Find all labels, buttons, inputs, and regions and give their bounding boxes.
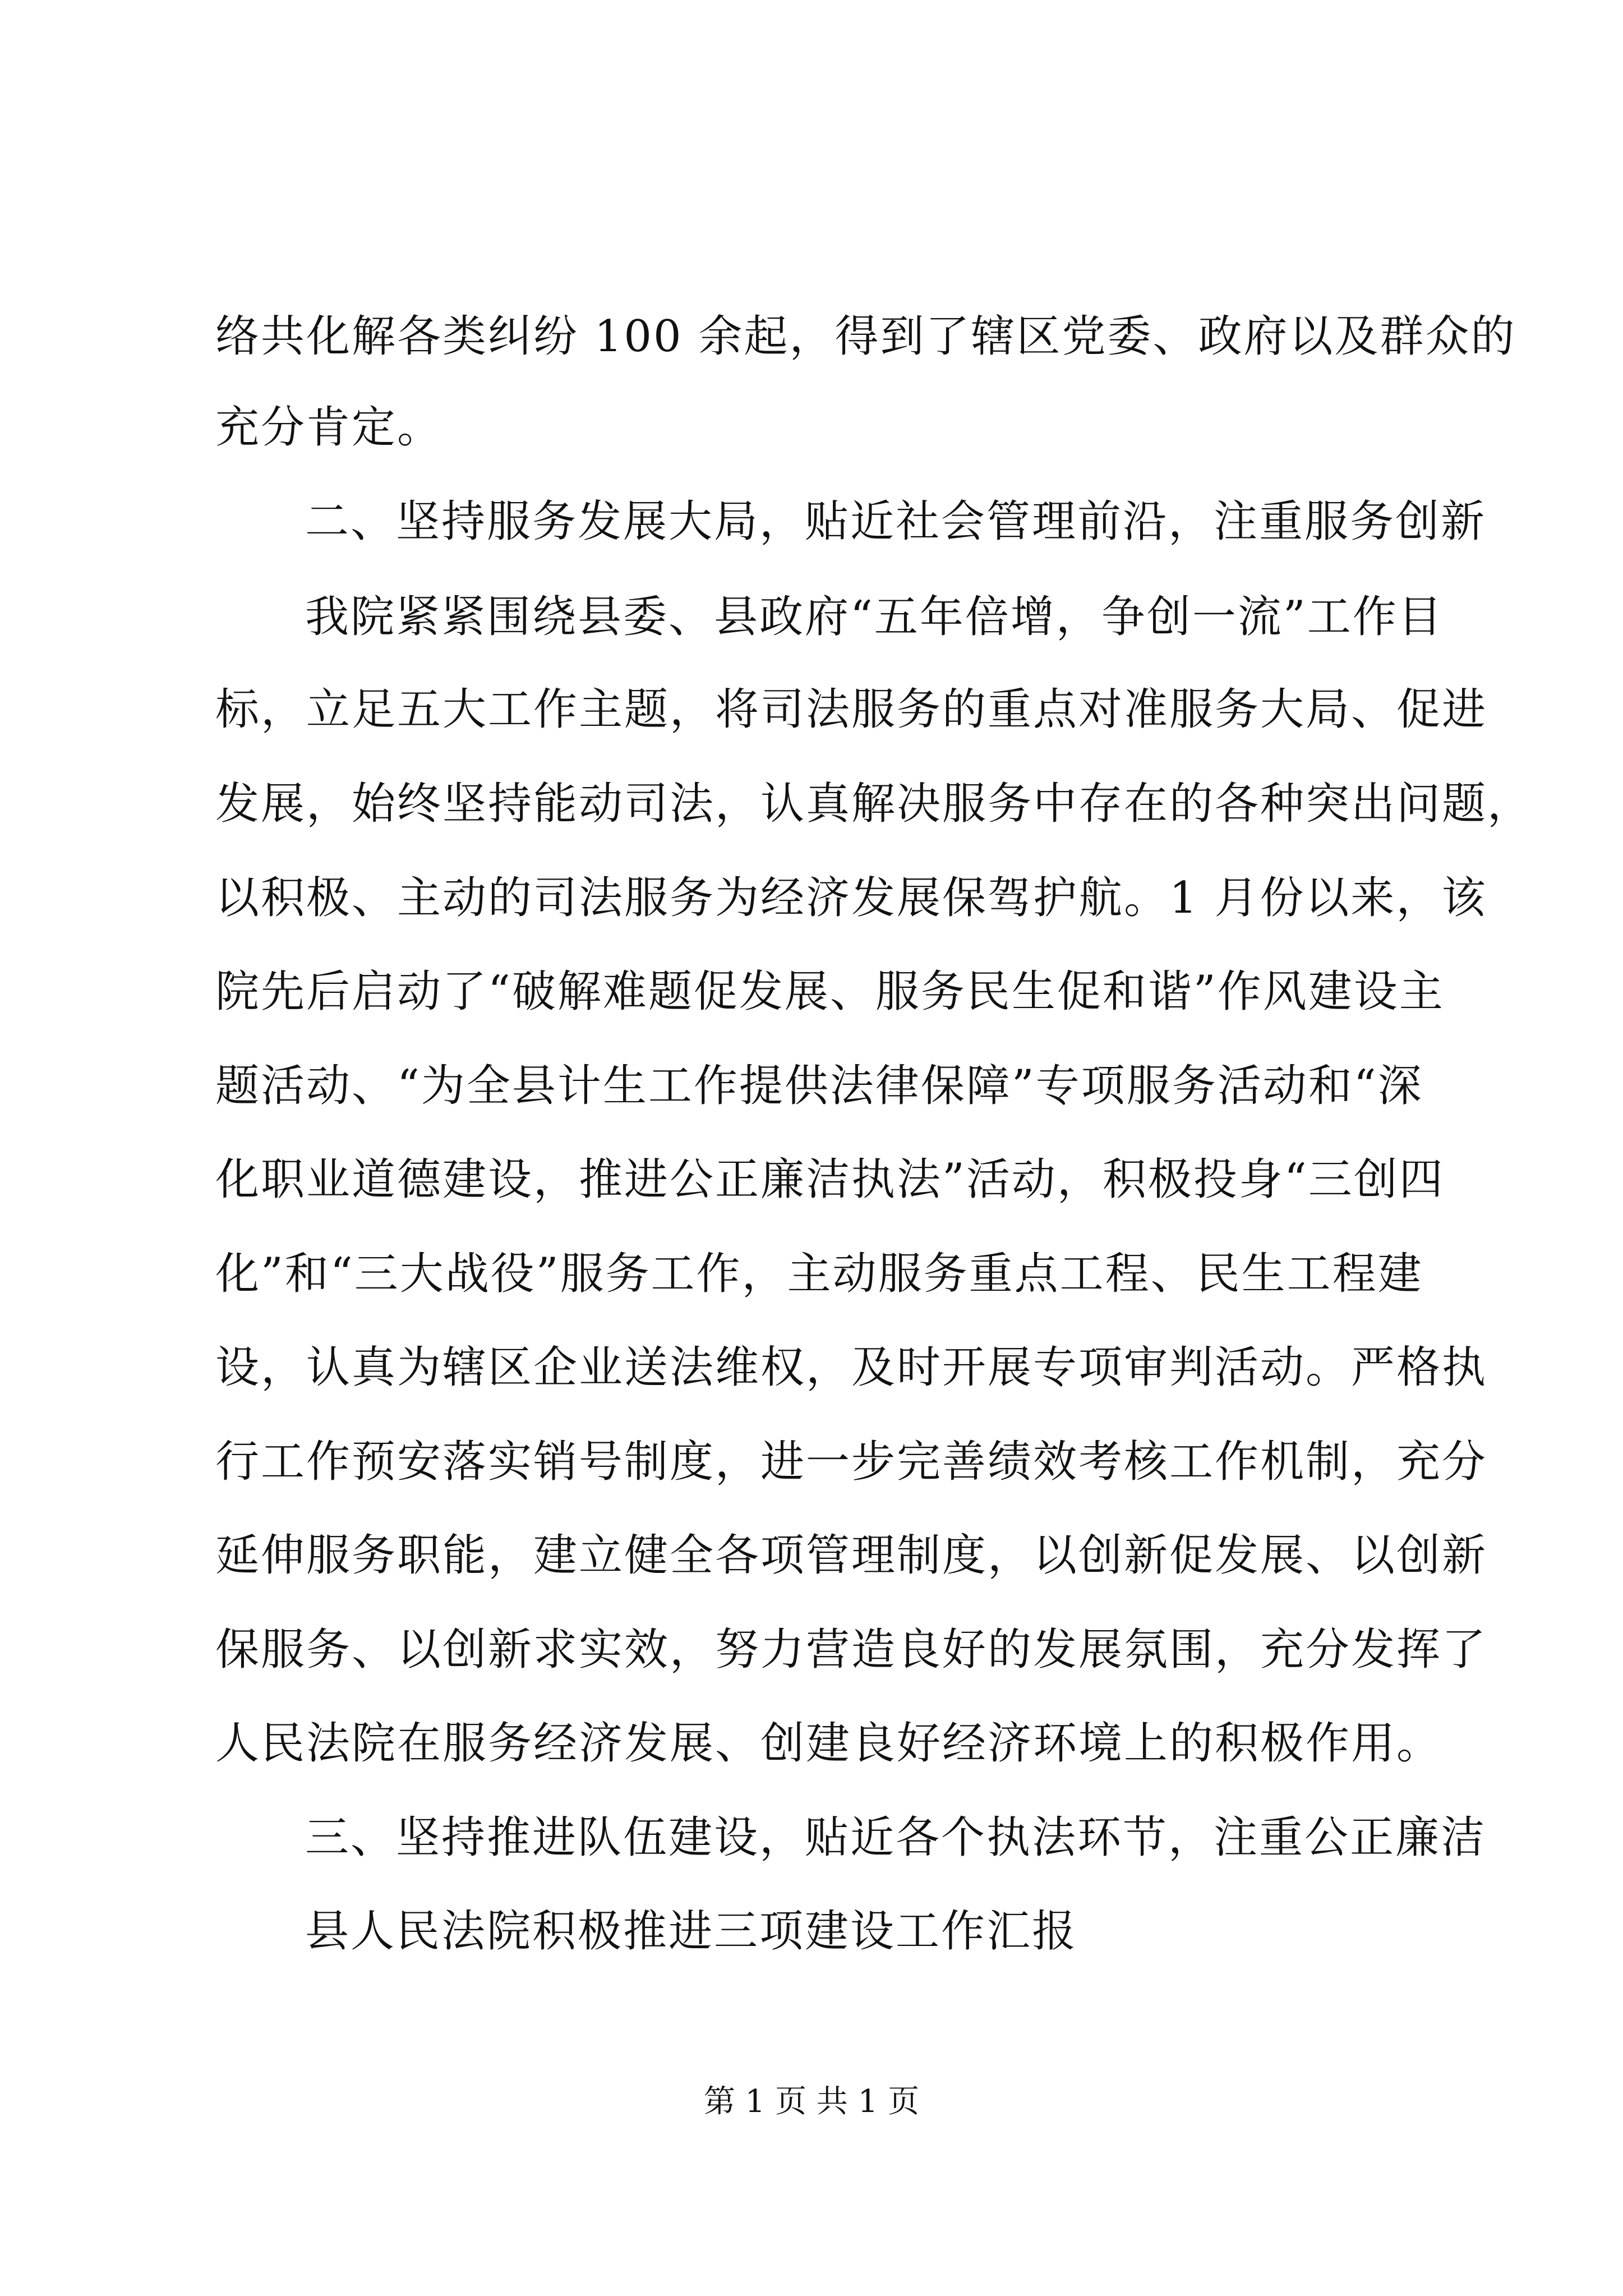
body-text-line: 院先后启动了“破解难题促发展、服务民生促和谐”作风建设主 bbox=[215, 967, 1445, 1017]
body-text-line: 标，立足五大工作主题，将司法服务的重点对准服务大局、促进 bbox=[215, 684, 1488, 735]
body-text-line: 设，认真为辖区企业送法维权，及时开展专项审判活动。严格执 bbox=[215, 1342, 1488, 1393]
body-text-line: 络共化解各类纠纷 100 余起，得到了辖区党委、政府以及群众的 bbox=[215, 311, 1516, 362]
body-text-line: 化”和“三大战役”服务工作，主动服务重点工程、民生工程建 bbox=[215, 1249, 1423, 1299]
body-text-line: 化职业道德建设，推进公正廉洁执法”活动，积极投身“三创四 bbox=[215, 1154, 1445, 1205]
document-title-line: 县人民法院积极推进三项建设工作汇报 bbox=[305, 1906, 1078, 1957]
section-heading-2: 二、坚持服务发展大局，贴近社会管理前沿，注重服务创新 bbox=[305, 496, 1487, 547]
body-text-line: 我院紧紧围绕县委、县政府“五年倍增，争创一流”工作目 bbox=[305, 592, 1444, 642]
body-text-line: 题活动、“为全县计生工作提供法律保障”专项服务活动和“深 bbox=[215, 1061, 1423, 1111]
body-text-line: 保服务、以创新求实效，努力营造良好的发展氛围，充分发挥了 bbox=[215, 1625, 1488, 1675]
page-footer: 第 1 页 共 1 页 bbox=[703, 2083, 920, 2120]
body-text-line: 以积极、主动的司法服务为经济发展保驾护航。1 月份以来，该 bbox=[215, 873, 1487, 923]
body-text-line: 发展，始终坚持能动司法，认真解决服务中存在的各种突出问题， bbox=[215, 779, 1533, 829]
body-text-line: 延伸服务职能，建立健全各项管理制度，以创新促发展、以创新 bbox=[215, 1530, 1488, 1581]
body-text-line: 充分肯定。 bbox=[215, 402, 443, 453]
section-heading-3: 三、坚持推进队伍建设，贴近各个执法环节，注重公正廉洁 bbox=[305, 1812, 1487, 1863]
body-text-line: 人民法院在服务经济发展、创建良好经济环境上的积极作用。 bbox=[215, 1718, 1442, 1769]
body-text-line: 行工作预安落实销号制度，进一步完善绩效考核工作机制，充分 bbox=[215, 1437, 1488, 1487]
